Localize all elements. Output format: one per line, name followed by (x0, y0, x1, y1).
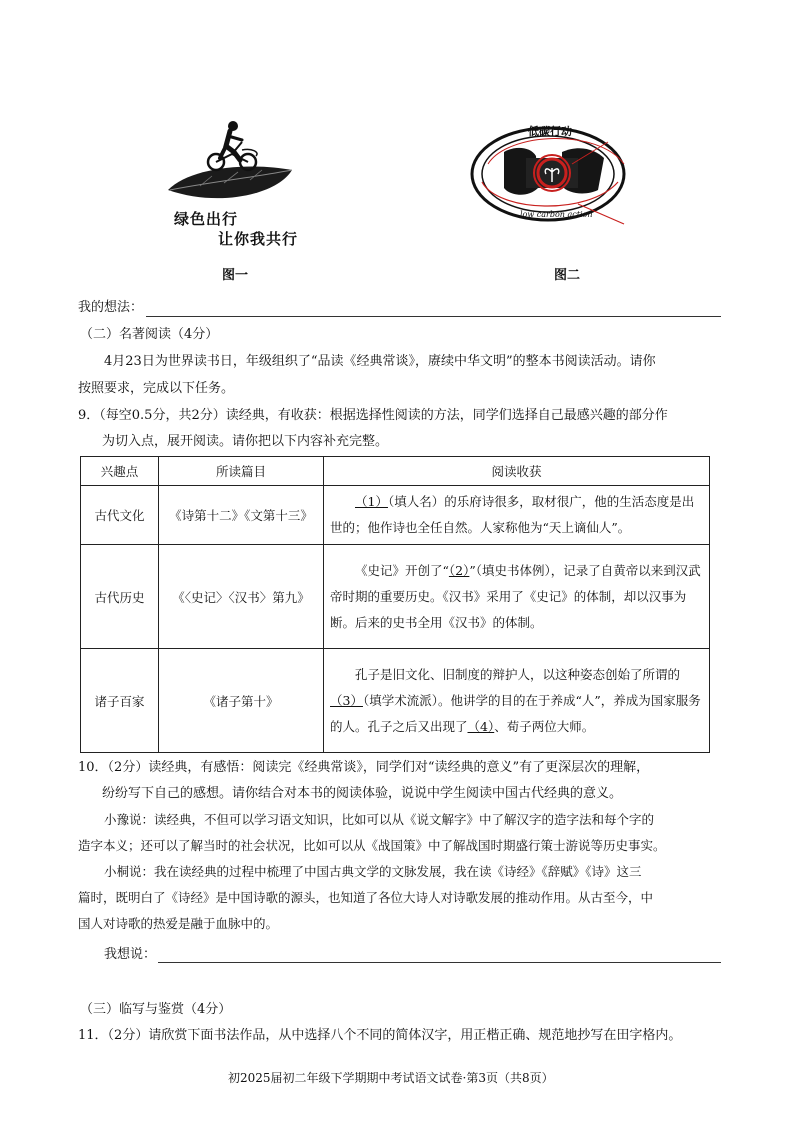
q11-text: 11．（2分）请欣赏下面书法作品，从中选择八个不同的简体汉字，用正楷正确、规范地抄写在田字格内。 (78, 1028, 682, 1043)
table-row (81, 545, 710, 649)
row-chapter: 《〈史记〉〈汉书〉第九》 (159, 545, 324, 649)
row-gain (324, 486, 710, 545)
my-idea-answer-line[interactable] (146, 316, 721, 317)
row-chapter: 《诸子第十》 (159, 649, 324, 753)
row-gain (324, 545, 710, 649)
row-gain-text: （填人名）的乐府诗很多，取材很广，他的生活态度是出世的；他作诗也全任自然。人家称他为“天上谪仙人”。 (330, 494, 695, 535)
blank-1[interactable]: （1） (355, 494, 388, 509)
row-gain-text: 《史记》开创了“ (355, 562, 449, 578)
cyclist-leaf-icon (160, 112, 310, 212)
row-gain-text: （填学术流派）。他讲学的目的在于养成“人”，养成为国家服务的人。孔子之后又出现了 (330, 692, 701, 734)
q9-line2: 为切入点，展开阅读。请你把以下内容补充完整。 (102, 434, 389, 449)
row-topic: 古代历史 (81, 545, 159, 649)
row-gain (324, 649, 710, 753)
q10-line2: 纷纷写下自己的感想。请你结合对本书的阅读体验，说说中学生阅读中国古代经典的意义。 (102, 786, 623, 801)
xiaotong-line2: 篇时，既明白了《诗经》是中国诗歌的源头，也知道了各位大诗人对诗歌发展的推动作用。从古至今，中 (78, 890, 654, 905)
row-gain-text: 孔子是旧文化、旧制度的辩护人，以这种姿态创始了所谓的 (355, 666, 681, 682)
fig1-caption: 图一 (222, 268, 249, 283)
row-gain-text: ”（填史书体例），记录了自黄帝以来到汉武帝时期的重要历史。《汉书》采用了《史记》的体制，却以汉事为断。后来的史书全用《汉书》的体制。 (330, 562, 701, 630)
table-header: 所读篇目 (159, 457, 324, 486)
blank-3[interactable]: （3） (330, 692, 363, 708)
figure-2 (468, 112, 638, 282)
figure-1 (160, 112, 310, 283)
table-row (81, 486, 710, 545)
blank-4[interactable]: （4） (467, 718, 495, 734)
reading-table (80, 456, 710, 753)
xiaoyu-line1: 小豫说：读经典，不但可以学习语文知识，比如可以从《说文解字》中了解汉字的造字法和每个字的 (104, 812, 655, 827)
table-header: 阅读收获 (324, 457, 710, 486)
xiaotong-line1: 小桐说：我在读经典的过程中梳理了中国古典文学的文脉发展，我在读《诗经》《辞赋》《诗》这三 (104, 864, 642, 879)
section2-intro-line2: 按照要求，完成以下任务。 (78, 381, 235, 396)
table-header: 兴趣点 (81, 457, 159, 486)
row-gain-text: 、荀子两位大师。 (494, 718, 595, 734)
q9-line1: 9．（每空0.5分，共2分）读经典，有收获：根据选择性阅读的方法，同学们选择自己最感兴趣的部分作 (78, 408, 668, 423)
row-topic: 古代文化 (81, 486, 159, 545)
i-think-label: 我想说： (104, 947, 157, 962)
i-think-answer-line[interactable] (158, 962, 721, 963)
fig1-slogan-line1: 绿色出行 (174, 210, 239, 228)
row-chapter: 《诗第十二》《文第十三》 (159, 486, 324, 545)
my-idea-label: 我的想法： (78, 300, 144, 315)
table-row (81, 649, 710, 753)
fig2-bottom-text: low carbon action (520, 210, 593, 219)
fig2-caption: 图二 (554, 268, 581, 283)
row-topic: 诸子百家 (81, 649, 159, 753)
page-footer: 初2025届初二年级下学期期中考试语文试卷·第3页（共8页） (228, 1071, 554, 1085)
fig2-top-text: 低碳行动 (528, 125, 572, 138)
section2-heading: （二）名著阅读（4分） (80, 327, 219, 342)
xiaoyu-line2: 造字本义；还可以了解当时的社会状况，比如可以从《战国策》中了解战国时期盛行策士游说等历史事实。 (78, 838, 666, 853)
xiaotong-line3: 国人对诗歌的热爱是融于血脉中的。 (78, 916, 279, 931)
q10-line1: 10．（2分）读经典，有感悟：阅读完《经典常谈》，同学们对“读经典的意义”有了更深层次的理解， (78, 760, 650, 775)
fig1-slogan-line2: 让你我共行 (218, 230, 299, 248)
section2-intro-line1: 4月23日为世界读书日，年级组织了“品读《经典常谈》，赓续中华文明”的整本书阅读活动。请你 (104, 354, 656, 369)
blank-2[interactable]: （2） (448, 562, 470, 578)
table-header-row (81, 457, 710, 486)
section3-heading: （三）临写与鉴赏（4分） (80, 1002, 232, 1017)
